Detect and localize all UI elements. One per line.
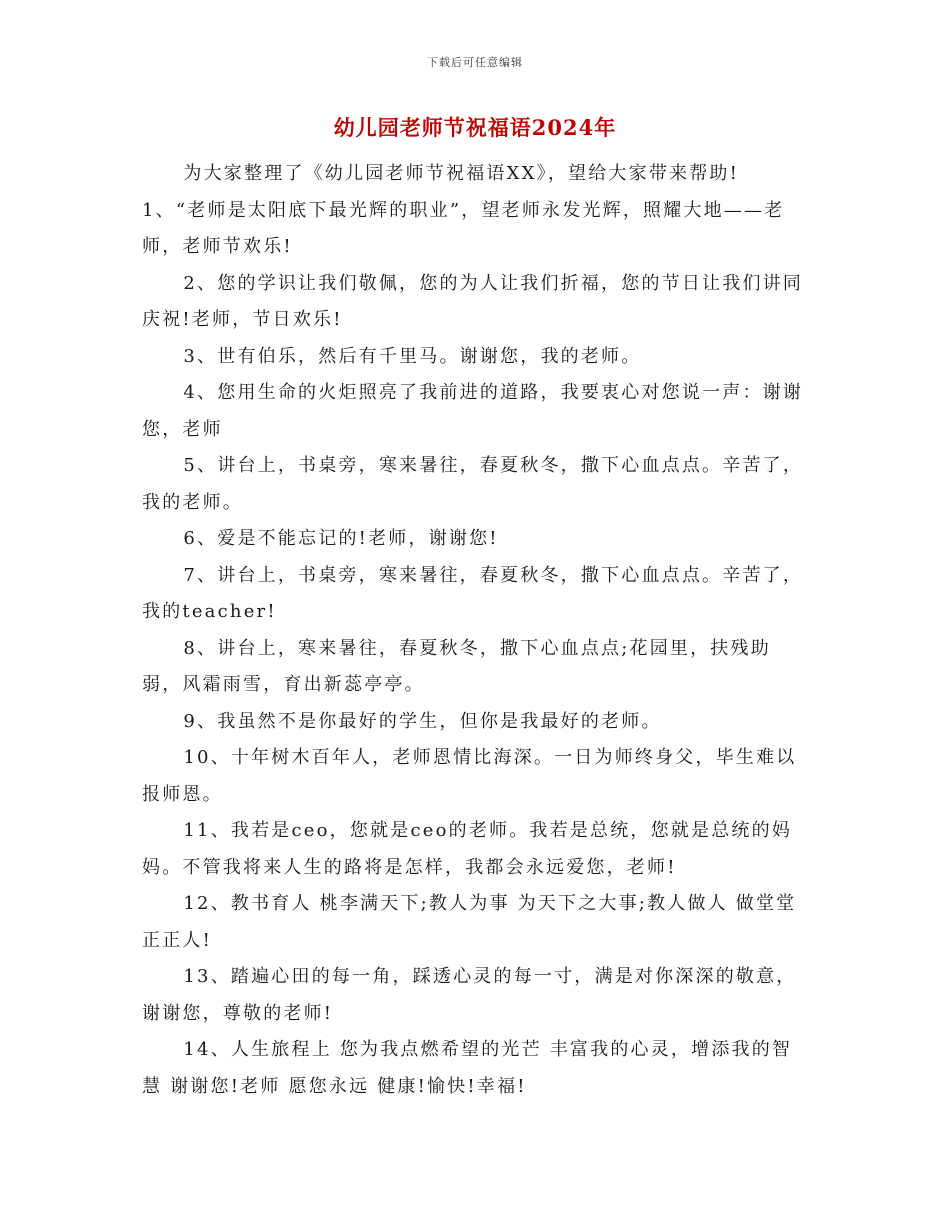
- greeting-paragraph-13: 13、踏遍心田的每一角，踩透心灵的每一寸，满是对你深深的敬意，谢谢您，尊敬的老师!: [142, 966, 797, 1024]
- greeting-paragraph-4: 4、您用生命的火炬照亮了我前进的道路，我要衷心对您说一声：谢谢您，老师: [142, 382, 804, 440]
- greeting-paragraph-5: 5、讲台上，书桌旁，寒来暑往，春夏秋冬，撒下心血点点。辛苦了，我的老师。: [142, 455, 804, 513]
- greeting-paragraph-9: 9、我虽然不是你最好的学生，但你是我最好的老师。: [183, 710, 662, 732]
- greeting-paragraph-14: 14、人生旅程上 您为我点燃希望的光芒 丰富我的心灵，增添我的智慧 谢谢您!老师 愿您永远 健康!愉快!幸福!: [142, 1039, 793, 1097]
- greeting-paragraph-1: 1、“老师是太阳底下最光辉的职业”，望老师永发光辉，照耀大地——老师，老师节欢乐!: [142, 199, 785, 257]
- document-title: 幼儿园老师节祝福语2024年: [333, 115, 617, 140]
- greeting-paragraph-6: 6、爱是不能忘记的!老师，谢谢您!: [183, 528, 499, 549]
- header-note: 下载后可任意编辑: [427, 56, 523, 69]
- greeting-paragraph-10: 10、十年树木百年人，老师恩情比海深。一日为师终身父，毕生难以报师恩。: [142, 747, 797, 805]
- greeting-paragraph-2: 2、您的学识让我们敬佩，您的为人让我们折福，您的节日让我们讲同庆祝!老师，节日欢乐!: [142, 272, 804, 330]
- greeting-paragraph-8: 8、讲台上，寒来暑往，春夏秋冬，撒下心血点点;花园里，扶残助弱，风霜雨雪，育出新蕊亭亭。: [142, 637, 771, 695]
- greeting-paragraph-3: 3、世有伯乐，然后有千里马。谢谢您，我的老师。: [183, 345, 642, 367]
- greeting-paragraph-7: 7、讲台上，书桌旁，寒来暑往，春夏秋冬，撒下心血点点。辛苦了，我的teacher!: [142, 564, 804, 622]
- greeting-paragraph-12: 12、教书育人 桃李满天下;教人为事 为天下之大事;教人做人 做堂堂正正人!: [142, 893, 797, 951]
- intro-paragraph: 为大家整理了《幼儿园老师节祝福语XX》，望给大家带来帮助!: [183, 163, 740, 184]
- document-body: [142, 156, 810, 1105]
- greeting-paragraph-11: 11、我若是ceo，您就是ceo的老师。我若是总统，您就是总统的妈妈。不管我将来人生的路将是怎样，我都会永远爱您，老师!: [142, 820, 793, 878]
